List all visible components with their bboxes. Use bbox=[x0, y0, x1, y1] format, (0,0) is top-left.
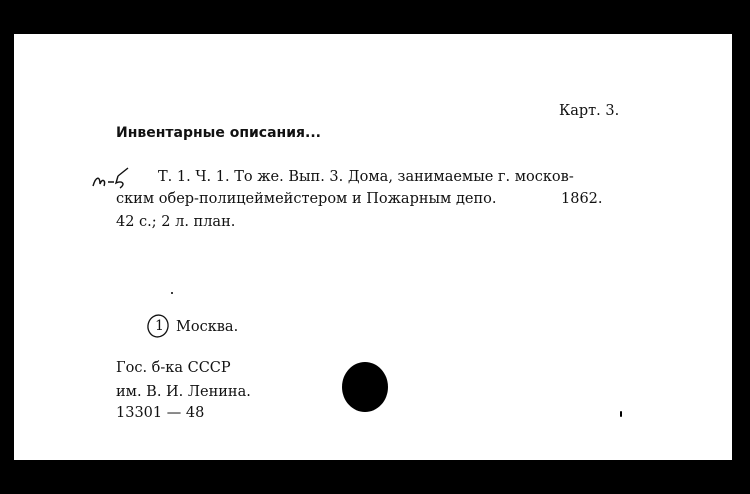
entry-line-2: ским обер-полицеймейстером и Пожарным депо. bbox=[116, 191, 497, 207]
library-line-3: 13301 — 48 bbox=[116, 405, 205, 421]
circled-number: 1 bbox=[155, 318, 164, 334]
entry-line-3: 42 с.; 2 л. план. bbox=[116, 214, 236, 230]
card-heading: Инвентарные описания... bbox=[116, 125, 321, 141]
library-line-1: Гос. б-ка СССР bbox=[116, 360, 231, 376]
library-line-2: им. В. И. Ленина. bbox=[116, 384, 251, 400]
speck bbox=[620, 411, 622, 417]
subject-heading: Москва. bbox=[176, 319, 239, 335]
speck bbox=[171, 292, 173, 294]
card-number: Карт. 3. bbox=[559, 103, 620, 119]
entry-line-1: Т. 1. Ч. 1. То же. Вып. 3. Дома, занимаемые г. москов- bbox=[158, 169, 574, 185]
handwritten-mark bbox=[90, 164, 146, 194]
catalog-card bbox=[14, 34, 732, 460]
entry-year: 1862. bbox=[561, 191, 603, 207]
punch-hole bbox=[342, 362, 388, 412]
